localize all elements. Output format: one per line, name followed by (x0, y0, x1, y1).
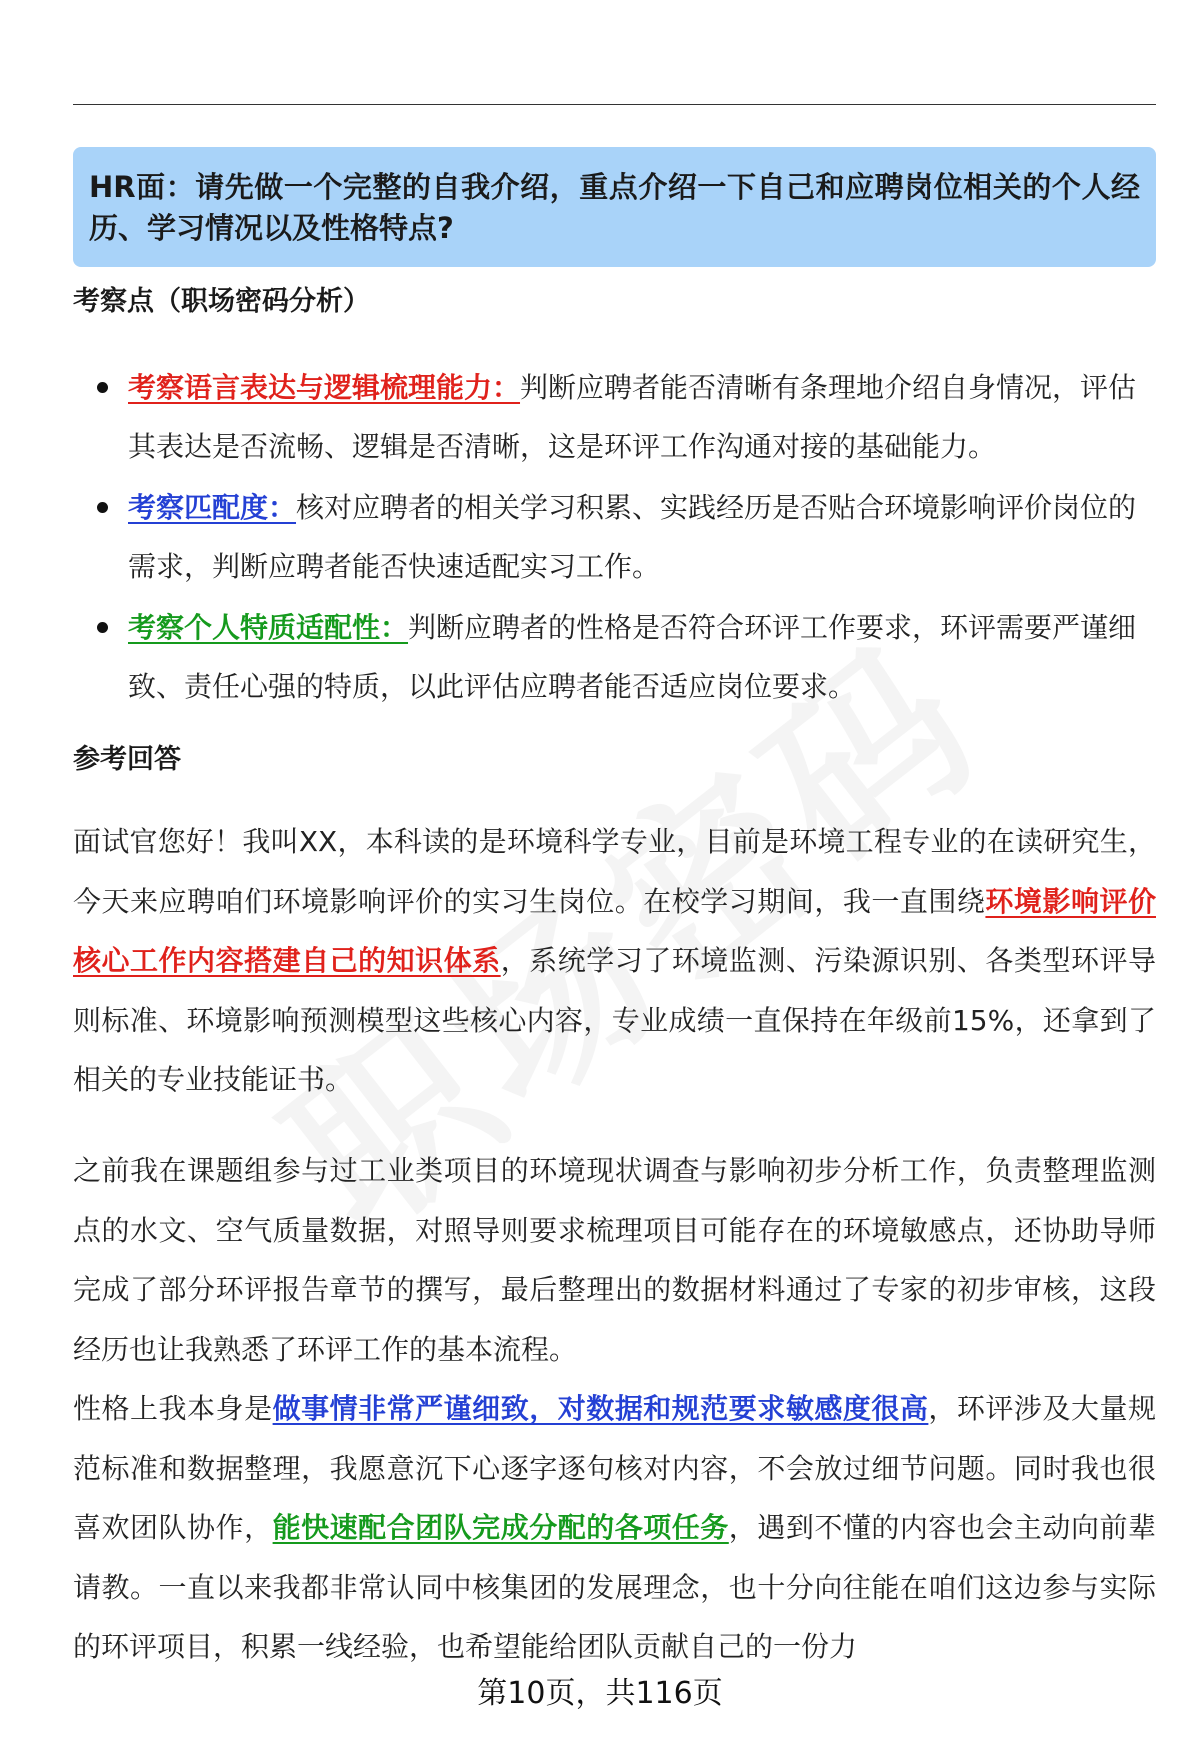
answer-highlight: 能快速配合团队完成分配的各项任务 (272, 1511, 729, 1544)
analysis-list (73, 358, 1156, 718)
answer-highlight: 环境影响评价核心工作内容搭建自己的知识体系 (73, 884, 1156, 977)
page-number: 第10页，共116页 (477, 1676, 723, 1711)
answer-paragraph-3 (73, 1379, 1156, 1677)
answer-heading: 参考回答 (73, 744, 181, 775)
analysis-item-text: 核对应聘者的相关学习积累、实践经历是否贴合环境影响评价岗位的需求，判断应聘者能否快速适配实习工作。 (128, 491, 1137, 583)
analysis-item-label: 考察匹配度： (128, 491, 297, 524)
answer-paragraph-1 (73, 812, 1156, 1110)
answer-text: 面试官您好！我叫XX，本科读的是环境科学专业，目前是环境工程专业的在读研究生，今天来应聘咱们环境影响评价的实习生岗位。在校学习期间，我一直围绕 (73, 825, 1156, 918)
answer-paragraph-2: 之前我在课题组参与过工业类项目的环境现状调查与影响初步分析工作，负责整理监测点的水文、空气质量数据，对照导则要求梳理项目可能存在的环境敏感点，还协助导师完成了部分环评报告章节的撰写，最后整理出的数据材料通过了专家的初步审核，这段经历也让我熟悉了环评工作的基本流程。 (73, 1154, 1156, 1366)
answer-text: ，环评涉及大量规范标准和数据整理，我愿意沉下心逐字逐句核对内容，不会放过细节问题。同时我也很喜欢团队协作， (73, 1392, 1156, 1544)
answer-text: ，系统学习了环境监测、污染源识别、各类型环评导则标准、环境影响预测模型这些核心内容，专业成绩一直保持在年级前15%，还拿到了相关的专业技能证书。 (73, 944, 1156, 1096)
question-box (73, 147, 1156, 267)
analysis-item-traits (73, 598, 1156, 716)
question-text: HR面：请先做一个完整的自我介绍，重点介绍一下自己和应聘岗位相关的个人经历、学习情况以及性格特点? (89, 170, 1140, 245)
analysis-heading: 考察点（职场密码分析） (73, 286, 370, 317)
top-divider (73, 104, 1156, 105)
analysis-item-label: 考察语言表达与逻辑梳理能力： (128, 371, 521, 404)
analysis-item-text: 判断应聘者的性格是否符合环评工作要求，环评需要严谨细致、责任心强的特质，以此评估应聘者能否适应岗位要求。 (128, 611, 1137, 703)
analysis-item-match (73, 478, 1156, 596)
analysis-item-text: 判断应聘者能否清晰有条理地介绍自身情况，评估其表达是否流畅、逻辑是否清晰，这是环评工作沟通对接的基础能力。 (128, 371, 1137, 463)
answer-text: 性格上我本身是 (73, 1392, 273, 1425)
analysis-item-expression (73, 358, 1156, 476)
bullet-dot-icon (97, 622, 108, 633)
bullet-dot-icon (97, 502, 108, 513)
answer-text: ，遇到不懂的内容也会主动向前辈请教。一直以来我都非常认同中核集团的发展理念，也十分向往能在咱们这边参与实际的环评项目，积累一线经验，也希望能给团队贡献自己的一份力 (73, 1511, 1156, 1663)
analysis-item-label: 考察个人特质适配性： (128, 611, 409, 644)
answer-highlight: 做事情非常严谨细致，对数据和规范要求敏感度很高 (272, 1392, 929, 1425)
bullet-dot-icon (97, 382, 108, 393)
